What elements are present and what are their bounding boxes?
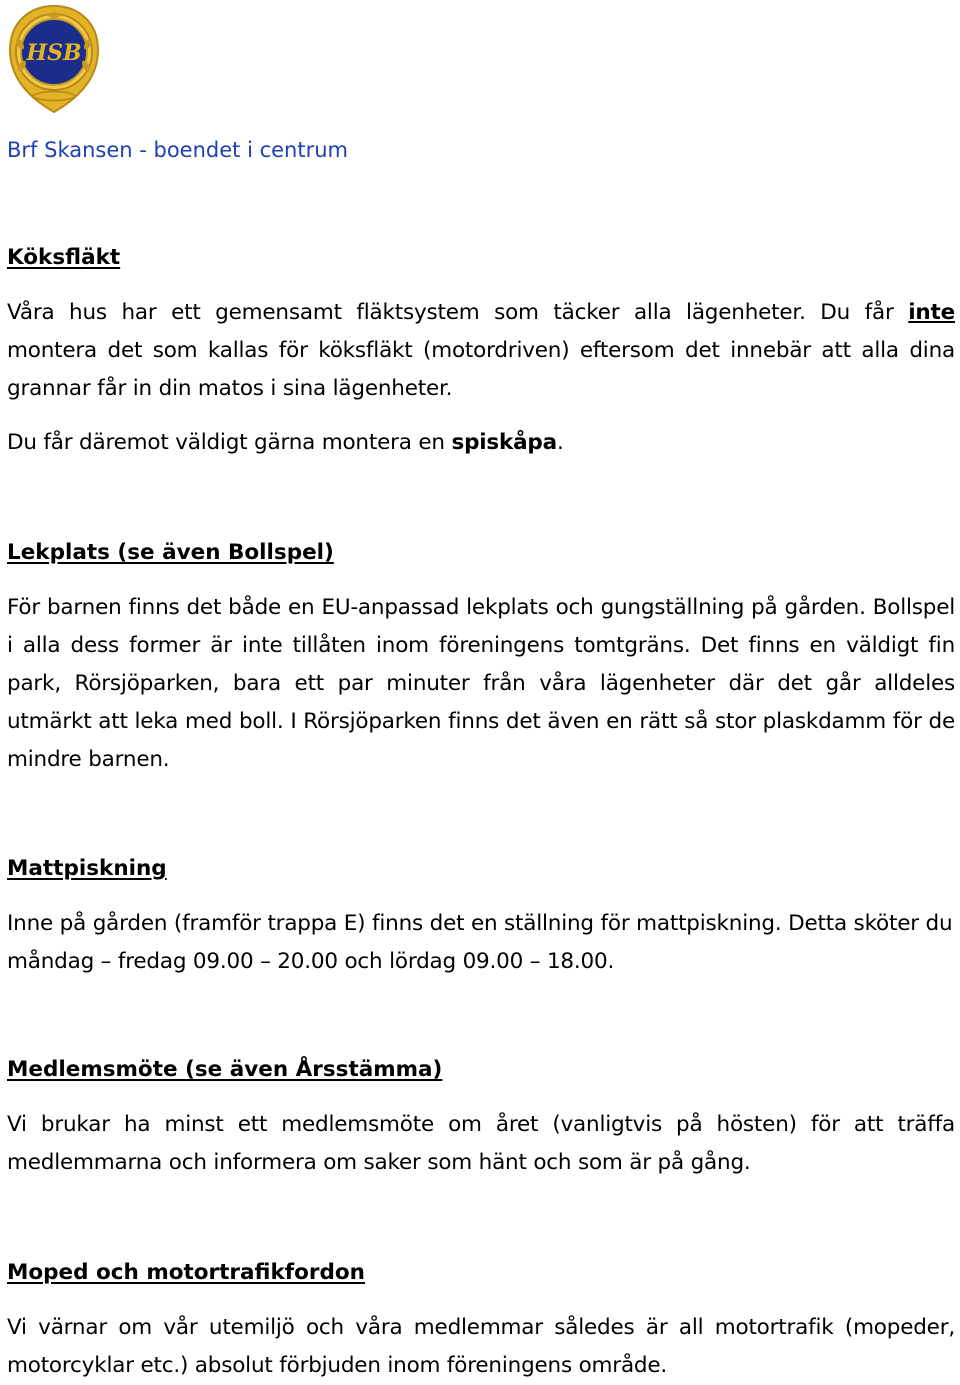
section-lekplats bbox=[7, 539, 955, 779]
section-mattpiskning bbox=[7, 855, 955, 981]
paragraph: Inne på gården (framför trappa E) finns det en ställning för mattpiskning. Detta sköter du måndag – fredag 09.00 – 20.00 och lördag 09.00 – 18.00. bbox=[7, 911, 953, 974]
section-medlemsmote bbox=[7, 1056, 955, 1182]
logo-lettering: HSB bbox=[26, 40, 82, 66]
organization-name: Brf Skansen - boendet i centrum bbox=[7, 138, 348, 162]
section-moped bbox=[7, 1259, 955, 1385]
hsb-logo bbox=[6, 4, 102, 116]
emphasis-spiskapa: spiskåpa bbox=[451, 430, 557, 455]
section-heading: Köksfläkt bbox=[7, 245, 121, 270]
section-heading: Mattpiskning bbox=[7, 856, 167, 881]
paragraph bbox=[7, 424, 955, 462]
paragraph: Vi värnar om vår utemiljö och våra medlemmar således är all motortrafik (mopeder, motorcyklar etc.) absolut förbjuden inom föreningens område. bbox=[7, 1315, 955, 1378]
paragraph: Vi brukar ha minst ett medlemsmöte om året (vanligtvis på hösten) för att träffa medlemmarna och informera om saker som hänt och som är på gång. bbox=[7, 1112, 955, 1175]
section-heading: Medlemsmöte (se även Årsstämma) bbox=[7, 1057, 443, 1082]
section-koksflakt bbox=[7, 244, 955, 462]
emphasis-inte: inte bbox=[908, 300, 955, 325]
section-heading: Moped och motortrafikfordon bbox=[7, 1260, 365, 1285]
text-run: montera det som kallas för köksfläkt (motordriven) eftersom det innebär att alla dina grannar får in din matos i sina lägenheter. bbox=[7, 338, 955, 401]
paragraph: För barnen finns det både en EU-anpassad lekplats och gungställning på gården. Bollspel i alla dess former är inte tillåten inom föreningens tomtgräns. Det finns en väldigt fin park, Rörsjöparken, bara ett par minuter från våra lägenheter där det går alldeles utmärkt att leka med boll. I Rörsjöparken finns det även en rätt så stor plaskdamm för de mindre barnen. bbox=[7, 595, 955, 772]
section-heading: Lekplats (se även Bollspel) bbox=[7, 540, 334, 565]
text-run: Våra hus har ett gemensamt fläktsystem som täcker alla lägenheter. Du får bbox=[7, 300, 909, 325]
text-run: Du får däremot väldigt gärna montera en bbox=[7, 430, 452, 455]
paragraph bbox=[7, 294, 955, 408]
text-run: . bbox=[556, 430, 564, 455]
